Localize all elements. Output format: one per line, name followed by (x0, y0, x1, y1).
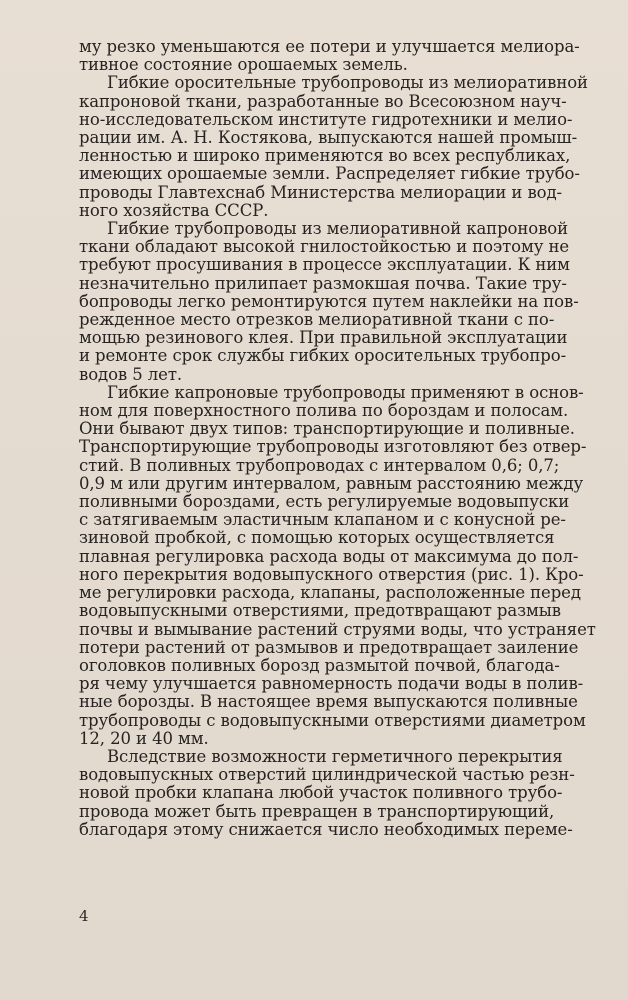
text-line: режденное место отрезков мелиоративной ткани с по- (79, 311, 555, 330)
text-line: зиновой пробкой, с помощью которых осуществляется (79, 529, 555, 548)
text-line: Они бывают двух типов: транспортирующие и поливные. (79, 420, 575, 439)
text-line: ного хозяйства СССР. (79, 201, 269, 220)
text-line: Вследствие возможности герметичного перекрытия (107, 747, 563, 766)
text-line: ные борозды. В настоящее время выпускаются поливные (79, 693, 578, 712)
text-line: ленностью и широко применяются во всех республиках, (79, 147, 571, 166)
text-line: плавная регулировка расхода воды от максимума до пол- (79, 547, 579, 566)
text-line: 0,9 м или другим интервалом, равным расстоянию между (79, 474, 584, 493)
text-line: трубопроводы с водовыпускными отверстиями диаметром (79, 711, 586, 730)
text-line: тивное состояние орошаемых земель. (79, 56, 408, 75)
text-line: новой пробки клапана любой участок поливного трубо- (79, 784, 563, 803)
paragraph (79, 748, 599, 839)
text-line: Транспортирующие трубопроводы изготовляют без отвер- (79, 438, 587, 457)
text-line: водовыпускных отверстий цилиндрической частью резн- (79, 766, 575, 785)
text-line: требуют просушивания в процессе эксплуатации. К ним (79, 256, 570, 275)
text-line: ря чему улучшается равномерность подачи воды в полив- (79, 675, 584, 694)
page-number: 4 (79, 907, 89, 925)
text-line: Гибкие трубопроводы из мелиоративной капроновой (107, 220, 569, 239)
text-line: ме регулировки расхода, клапаны, расположенные перед (79, 584, 581, 603)
text-line: бопроводы легко ремонтируются путем наклейки на пов- (79, 292, 579, 311)
text-line: с затягиваемым эластичным клапаном и с конусной ре- (79, 511, 566, 530)
paragraph (79, 74, 599, 220)
text-line: благодаря этому снижается число необходимых переме- (79, 820, 573, 839)
text-line: 12, 20 и 40 мм. (79, 729, 209, 748)
text-line: рации им. А. Н. Костякова, выпускаются нашей промыш- (79, 129, 578, 148)
text-line: провода может быть превращен в транспортирующий, (79, 802, 555, 821)
text-line: капроновой ткани, разработанные во Всесоюзном науч- (79, 92, 567, 111)
text-line: поливными бороздами, есть регулируемые водовыпуски (79, 493, 570, 512)
text-line: потери растений от размывов и предотвращает заиление (79, 638, 579, 657)
body-text (79, 38, 599, 839)
text-line: ном для поверхностного полива по бороздам и полосам. (79, 402, 569, 421)
text-line: Гибкие капроновые трубопроводы применяют в основ- (107, 383, 584, 402)
text-line: Гибкие оросительные трубопроводы из мелиоративной (107, 74, 588, 93)
text-line: оголовков поливных борозд размытой почвой, благода- (79, 656, 560, 675)
text-line: и ремонте срок службы гибких оросительных трубопро- (79, 347, 567, 366)
paragraph (79, 220, 599, 384)
text-line: стий. В поливных трубопроводах с интервалом 0,6; 0,7; (79, 456, 560, 475)
text-line: имеющих орошаемые земли. Распределяет гибкие трубо- (79, 165, 580, 184)
text-line: ного перекрытия водовыпускного отверстия (рис. 1). Кро- (79, 565, 584, 584)
text-line: проводы Главтехснаб Министерства мелиорации и вод- (79, 183, 563, 202)
text-line: водов 5 лет. (79, 365, 183, 384)
paragraph (79, 38, 599, 74)
text-line: мощью резинового клея. При правильной эксплуатации (79, 329, 568, 348)
text-line: ткани обладают высокой гнилостойкостью и поэтому не (79, 238, 570, 257)
text-line: незначительно прилипает размокшая почва. Такие тру- (79, 274, 567, 293)
paragraph (79, 384, 599, 748)
text-line: му резко уменьшаются ее потери и улучшается мелиора- (79, 38, 580, 56)
text-line: почвы и вымывание растений струями воды, что устраняет (79, 620, 596, 639)
text-line: но-исследовательском институте гидротехники и мелио- (79, 110, 573, 129)
text-line: водовыпускными отверстиями, предотвращают размыв (79, 602, 561, 621)
